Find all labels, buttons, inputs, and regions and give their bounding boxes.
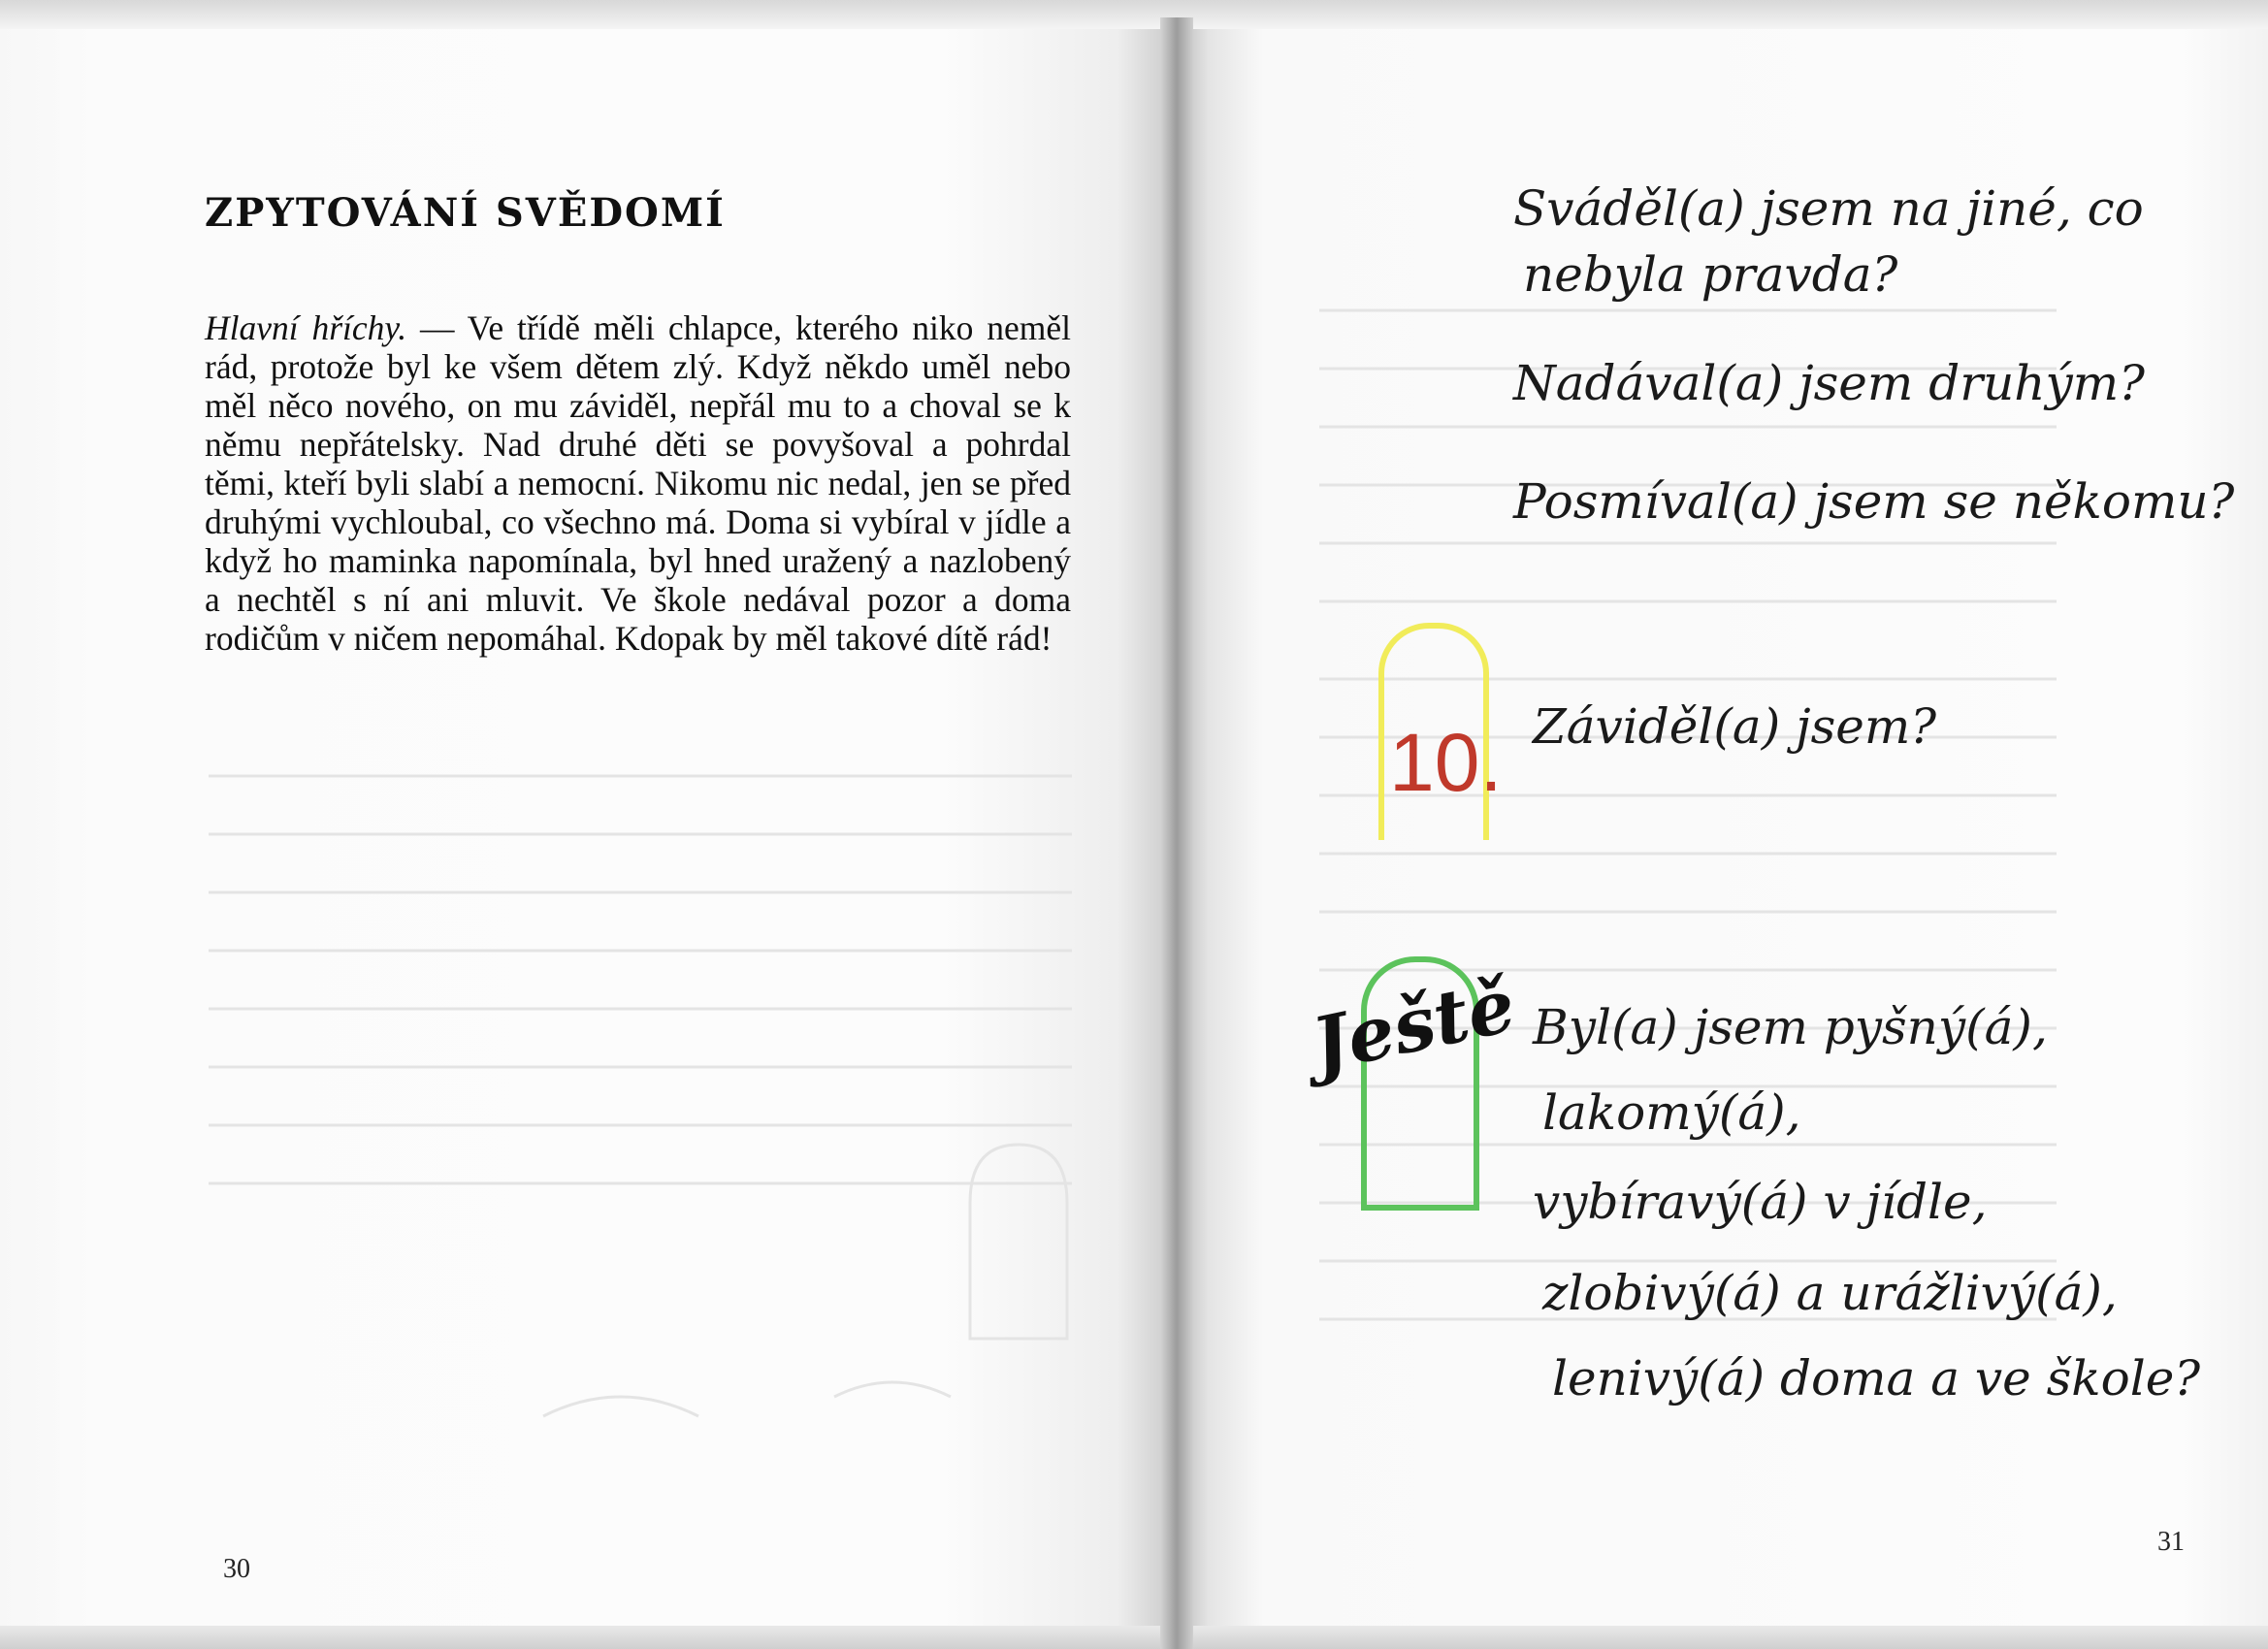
- handwritten-line: Sváděl(a) jsem na jiné, co: [1513, 180, 2144, 237]
- page-title: ZPYTOVÁNÍ SVĚDOMÍ: [205, 190, 726, 236]
- body-paragraph: [205, 308, 1071, 658]
- page-number-left: 30: [223, 1554, 250, 1584]
- page-number-right: 31: [2157, 1527, 2185, 1557]
- paragraph-lead: Hlavní hříchy.: [205, 308, 407, 347]
- handwritten-line: lenivý(á) doma a ve škole?: [1552, 1350, 2201, 1406]
- handwritten-line: nebyla pravda?: [1523, 246, 1898, 303]
- handwritten-line: Byl(a) jsem pyšný(á),: [1533, 999, 2048, 1055]
- tab-word: Ještě: [1305, 961, 1523, 1089]
- handwritten-line: Nadával(a) jsem druhým?: [1513, 355, 2145, 411]
- handwritten-line: Záviděl(a) jsem?: [1533, 698, 1937, 755]
- tab-number: 10.: [1389, 717, 1503, 808]
- paragraph-text: — Ve třídě měli chlapce, kterého niko neměl rád, protože byl ke všem dětem zlý. Když někdo uměl nebo měl něco nového, on mu záviděl, nepřál mu to a choval se k němu nepřátelsky. Nad druhé děti se povyšoval a pohrdal těmi, kteří byli slabí a nemocní. Nikomu nic nedal, jen se před druhými vychloubal, co všechno má. Doma si vybíral v jídle a když ho maminka napomínala, byl hned uražený a nazlobený a nechtěl s ní ani mluvit. Ve škole nedával pozor a doma rodičům v ničem nepomáhal. Kdopak by měl takové dítě rád!: [205, 308, 1071, 658]
- handwritten-line: lakomý(á),: [1542, 1084, 1801, 1141]
- handwritten-line: vybíravý(á) v jídle,: [1533, 1174, 1988, 1230]
- handwritten-line: zlobivý(á) a urážlivý(á),: [1542, 1265, 2118, 1321]
- handwritten-line: Posmíval(a) jsem se někomu?: [1513, 473, 2235, 530]
